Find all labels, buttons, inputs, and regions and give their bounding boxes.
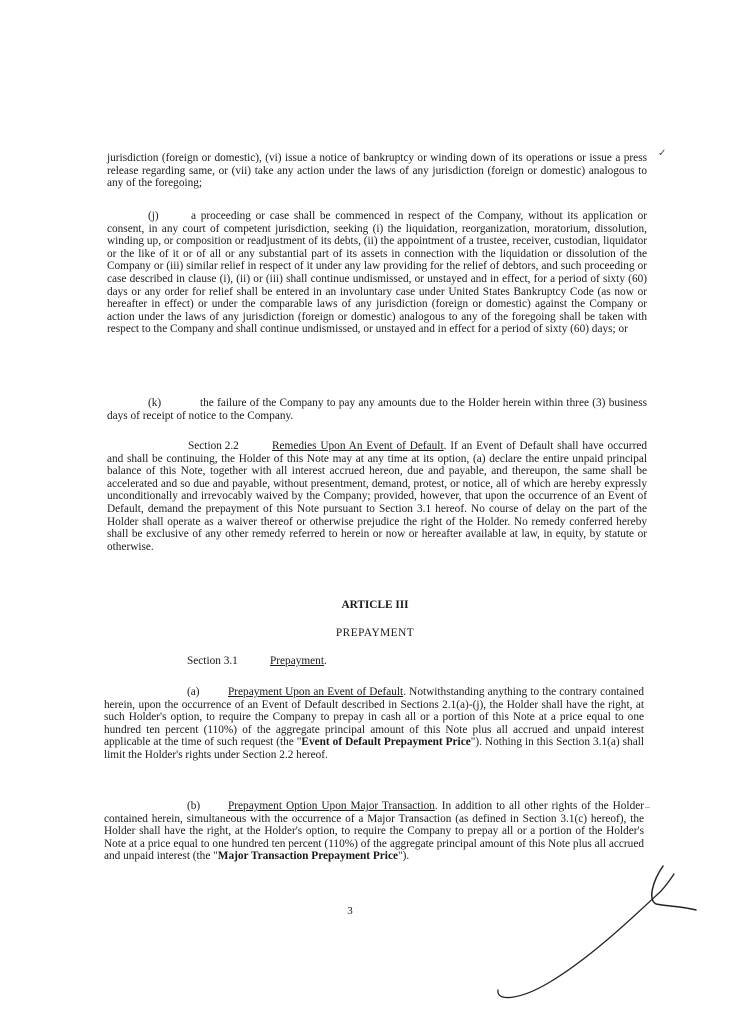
- page-number: 3: [347, 905, 353, 917]
- section-2-2-text: . If an Event of Default shall have occurred and shall be continuing, the Holder of this Note may at any time at its option, (a) declare the entire unpaid principal balance of this Note, together with all interest accrued hereon, due and payable, and thereupon, the same shall be accelerated and so due and payable, without presentment, demand, protest, or notice, all of which are hereby expressly unconditionally and irrevocably waived by the Company; provided, however, that upon the occurrence of an Event of Default, demand the prepayment of this Note pursuant to Section 3.1 hereof. No course of delay on the part of the Holder shall operate as a waiver thereof or otherwise prejudice the right of the Holder. No remedy conferred hereby shall be exclusive of any other remedy referred to herein or now or hereafter available at law, in equity, by statute or otherwise.: [107, 440, 647, 553]
- item-k-label: (k): [148, 397, 162, 409]
- item-b-bold-term: Major Transaction Prepayment Price: [217, 850, 398, 863]
- item-a-text-1: . Notwithstanding anything to the contrary contained herein, upon the occurrence of an Event of Default described in Sections 2.1(a)-(j), the Holder shall have the right, at such Holder's option, to require the Company to prepay in cash all or a portion of this Note at a price equal to one hundred ten percent (110%) of the aggregate principal amount of this Note plus all accrued and unpaid interest applicable at the time of such request (the ": [104, 686, 644, 749]
- item-a-bold-term: Event of Default Prepayment Price: [301, 736, 471, 749]
- section-3-1-period: .: [323, 655, 327, 667]
- item-j-text: a proceeding or case shall be commenced in respect of the Company, without its application or consent, in any court of competent jurisdiction, seeking (i) the liquidation, reorganization, moratorium, dissolution, winding up, or composition or readjustment of its debts, (ii) the appointment of a trustee, receiver, custodian, liquidator or the like of it or of all or any substantial part of its assets in connection with the liquidation or dissolution of the Company or (iii) similar relief in respect of it under any law providing for the relief of debtors, and such proceeding or case described in clause (i), (ii) or (iii) shall continue undismissed, or unstayed and in effect, for a period of sixty (60) days or any order for relief shall be entered in an involuntary case under United States Bankruptcy Code (as now or hereafter in effect) or under the comparable laws of any jurisdiction (foreign or domestic) against the Company or action under the laws of any jurisdiction (foreign or domestic) analogous to any of the foregoing shall be taken with respect to the Company and shall continue undismissed, or unstayed and in effect for a period of sixty (60) days; or: [107, 210, 647, 336]
- section-2-2-label: Section 2.2: [188, 440, 239, 452]
- article-subtitle: PREPAYMENT: [335, 627, 415, 639]
- item-a-text-2: "). Nothing in this Section 3.1(a) shall limit the Holder's rights under Section 2.2 hereof.: [104, 736, 644, 761]
- item-a-label: (a): [187, 686, 200, 698]
- section-3-1-line: [187, 655, 487, 668]
- item-a-heading: Prepayment Upon an Event of Default: [228, 686, 404, 698]
- item-k-paragraph: [107, 397, 647, 422]
- section-2-2-paragraph: [107, 440, 647, 553]
- section-3-1-heading: Prepayment: [270, 655, 324, 667]
- item-b-heading: Prepayment Option Upon Major Transaction: [228, 800, 435, 812]
- margin-dash: –: [645, 802, 650, 813]
- item-j-paragraph: [107, 210, 647, 336]
- signature-initials-icon: [480, 850, 710, 1010]
- item-b-text-2: ").: [397, 850, 410, 863]
- item-a-paragraph: [104, 686, 644, 762]
- margin-mark: ✓: [658, 148, 667, 159]
- item-b-text-1: . In addition to all other rights of the Holder contained herein, simultaneous with the occurrence of a Major Transaction (as defined in Section 3.1(c) hereof), the Holder shall have the right, at the Holder's option, to require the Company to prepay all or a portion of the Holder's Note at a price equal to one hundred ten percent (110%) of the aggregate principal amount of this Note plus all accrued and unpaid interest (the ": [104, 800, 644, 863]
- item-b-label: (b): [187, 800, 201, 812]
- section-3-1-label: Section 3.1: [187, 655, 238, 667]
- article-title: ARTICLE III: [341, 599, 409, 611]
- item-j-label: (j): [148, 210, 159, 222]
- item-k-text: the failure of the Company to pay any amounts due to the Holder herein within three (3) business days of receipt of notice to the Company.: [107, 397, 647, 422]
- top-paragraph: jurisdiction (foreign or domestic), (vi) issue a notice of bankruptcy or winding down of its operations or issue a press release regarding same, or (vii) take any action under the laws of any jurisdiction (foreign or domestic) analogous to any of the foregoing;: [107, 152, 647, 190]
- section-2-2-heading: Remedies Upon An Event of Default: [272, 440, 444, 452]
